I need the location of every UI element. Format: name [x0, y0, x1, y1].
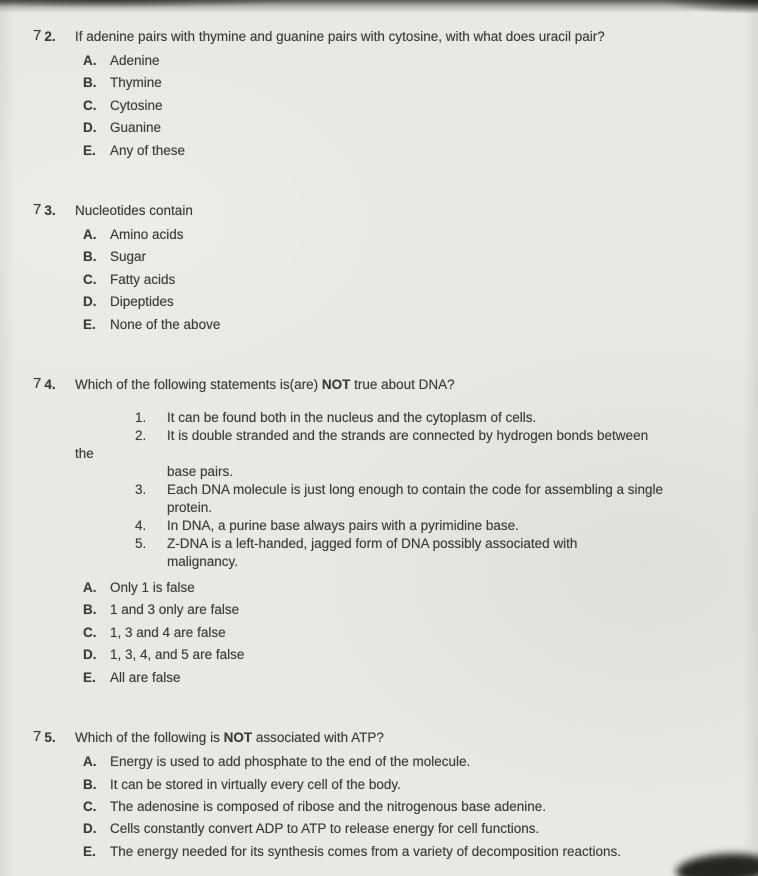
- option-text: Adenine: [110, 53, 160, 68]
- option-text: 1, 3 and 4 are false: [110, 624, 226, 640]
- statement-text: base pairs.: [167, 464, 234, 480]
- statement-number: 2.: [135, 428, 147, 444]
- statement-text: protein.: [167, 500, 213, 516]
- statement-row-continuation: [135, 463, 746, 481]
- option-row: [83, 818, 746, 840]
- question-73-number-printed: 3.: [44, 203, 56, 219]
- option-row: [83, 774, 746, 796]
- option-text: The energy needed for its synthesis comes from a variety of decomposition reactions.: [110, 843, 621, 859]
- question-73: [33, 200, 746, 336]
- statement-text: It is double stranded and the strands are connected by hydrogen bonds between: [167, 428, 649, 444]
- option-row: [83, 796, 746, 818]
- option-letter: A.: [83, 754, 97, 770]
- question-74: [33, 374, 746, 689]
- option-letter: D.: [83, 120, 97, 136]
- option-letter: D.: [83, 294, 97, 310]
- question-72-text: [75, 26, 605, 48]
- option-row: [83, 269, 746, 291]
- statement-text: In DNA, a purine base always pairs with a pyrimidine base.: [167, 518, 519, 534]
- option-row: [83, 751, 746, 773]
- option-row: [83, 841, 746, 863]
- option-letter: A.: [83, 580, 97, 596]
- question-74-number: [33, 374, 75, 396]
- question-72-line: [33, 26, 746, 48]
- option-row: [83, 117, 746, 139]
- statement-number: [135, 499, 167, 517]
- option-row: [83, 644, 746, 666]
- option-text: Only 1 is false: [110, 580, 195, 596]
- statement-row: [135, 481, 746, 499]
- question-75-number-handwritten: 7: [33, 728, 42, 746]
- statement-number: 1.: [135, 410, 147, 426]
- statement-row-continuation: [135, 553, 746, 571]
- statement-text: It can be found both in the nucleus and the cytoplasm of cells.: [167, 410, 537, 426]
- statement-text: the: [75, 446, 94, 462]
- question-74-line: [33, 374, 746, 396]
- option-text: All are false: [110, 669, 181, 685]
- question-72: [33, 26, 746, 162]
- option-row: [83, 224, 746, 246]
- option-row: [83, 622, 746, 644]
- option-row: [83, 291, 746, 313]
- question-72-number: [33, 26, 75, 48]
- option-letter: C.: [83, 271, 97, 287]
- question-74-number-handwritten: 7: [33, 375, 42, 393]
- option-letter: E.: [83, 669, 96, 685]
- question-72-number-printed: 2.: [44, 29, 56, 44]
- option-letter: D.: [83, 821, 97, 837]
- option-row: [83, 95, 746, 117]
- question-75-text: [75, 727, 384, 749]
- option-text: Thymine: [110, 75, 162, 91]
- option-letter: C.: [83, 97, 97, 113]
- question-74-text-post: true about DNA?: [350, 377, 455, 393]
- option-text: It can be stored in virtually every cell of the body.: [110, 776, 401, 792]
- option-row: [83, 577, 746, 599]
- statement-row: [135, 427, 746, 445]
- option-row: [83, 50, 746, 72]
- option-text: None of the above: [110, 316, 221, 332]
- option-letter: E.: [83, 316, 96, 332]
- option-letter: E.: [83, 142, 96, 158]
- option-letter: B.: [83, 75, 97, 91]
- question-75-number: [33, 727, 75, 749]
- statement-row-continuation: [135, 499, 746, 517]
- question-73-text: [75, 200, 193, 222]
- question-74-statements: [33, 409, 746, 571]
- question-74-number-printed: 4.: [44, 377, 56, 393]
- question-73-options: [83, 224, 746, 336]
- option-text: Any of these: [110, 142, 186, 158]
- option-row: [83, 246, 746, 268]
- question-74-text-bold: NOT: [321, 377, 351, 393]
- option-letter: E.: [83, 843, 96, 859]
- question-75-text-pre: Which of the following is: [75, 730, 224, 746]
- option-row: [83, 667, 746, 689]
- statement-row-wrap-outdent: [43, 445, 746, 463]
- option-text: Fatty acids: [110, 271, 176, 287]
- question-72-text-pre: If adenine pairs with thymine and guanine pairs with cytosine, with what does uracil pair?: [75, 29, 605, 44]
- statement-row: [135, 517, 746, 535]
- option-letter: B.: [83, 776, 97, 792]
- option-letter: D.: [83, 647, 97, 663]
- question-72-options: [83, 50, 746, 162]
- question-73-number: [33, 200, 75, 222]
- question-75-text-bold: NOT: [223, 730, 253, 746]
- option-letter: A.: [83, 53, 97, 68]
- statement-number: [135, 463, 167, 481]
- option-text: Guanine: [110, 120, 162, 136]
- statement-row: [135, 535, 746, 553]
- option-letter: B.: [83, 602, 97, 618]
- statement-number: [43, 445, 75, 463]
- question-75: [33, 727, 746, 863]
- statement-number: 5.: [135, 536, 147, 552]
- question-74-text: [75, 374, 455, 396]
- question-72-number-handwritten: 7: [33, 27, 42, 44]
- question-73-number-handwritten: 7: [33, 201, 42, 219]
- question-75-line: [33, 727, 746, 749]
- statement-text: Z-DNA is a left-handed, jagged form of DNA possibly associated with: [167, 536, 578, 552]
- question-75-options: [83, 751, 746, 863]
- option-row: [83, 72, 746, 94]
- statement-text: Each DNA molecule is just long enough to contain the code for assembling a single: [167, 482, 664, 498]
- option-letter: B.: [83, 249, 97, 265]
- option-text: Energy is used to add phosphate to the end of the molecule.: [110, 754, 471, 770]
- option-text: Cells constantly convert ADP to ATP to release energy for cell functions.: [110, 821, 540, 837]
- option-text: 1, 3, 4, and 5 are false: [110, 647, 245, 663]
- question-73-text-pre: Nucleotides contain: [75, 203, 193, 219]
- option-letter: C.: [83, 624, 97, 640]
- option-letter: C.: [83, 798, 97, 814]
- option-row: [83, 140, 746, 162]
- question-73-line: [33, 200, 746, 222]
- statement-number: 4.: [135, 518, 147, 534]
- option-text: The adenosine is composed of ribose and the nitrogenous base adenine.: [110, 798, 547, 814]
- option-text: Amino acids: [110, 227, 184, 243]
- option-text: Sugar: [110, 249, 147, 265]
- statement-text: malignancy.: [167, 554, 239, 570]
- question-75-text-post: associated with ATP?: [252, 730, 384, 746]
- option-letter: A.: [83, 227, 97, 243]
- option-text: Cytosine: [110, 97, 163, 113]
- statement-number: [135, 553, 167, 571]
- option-row: [83, 314, 746, 336]
- question-74-text-pre: Which of the following statements is(are): [75, 377, 322, 393]
- question-75-number-printed: 5.: [44, 730, 56, 746]
- question-74-options: [83, 577, 746, 689]
- statement-number: 3.: [135, 482, 147, 498]
- option-row: [83, 599, 746, 621]
- statement-row: [135, 409, 746, 427]
- option-text: 1 and 3 only are false: [110, 602, 240, 618]
- option-text: Dipeptides: [110, 294, 174, 310]
